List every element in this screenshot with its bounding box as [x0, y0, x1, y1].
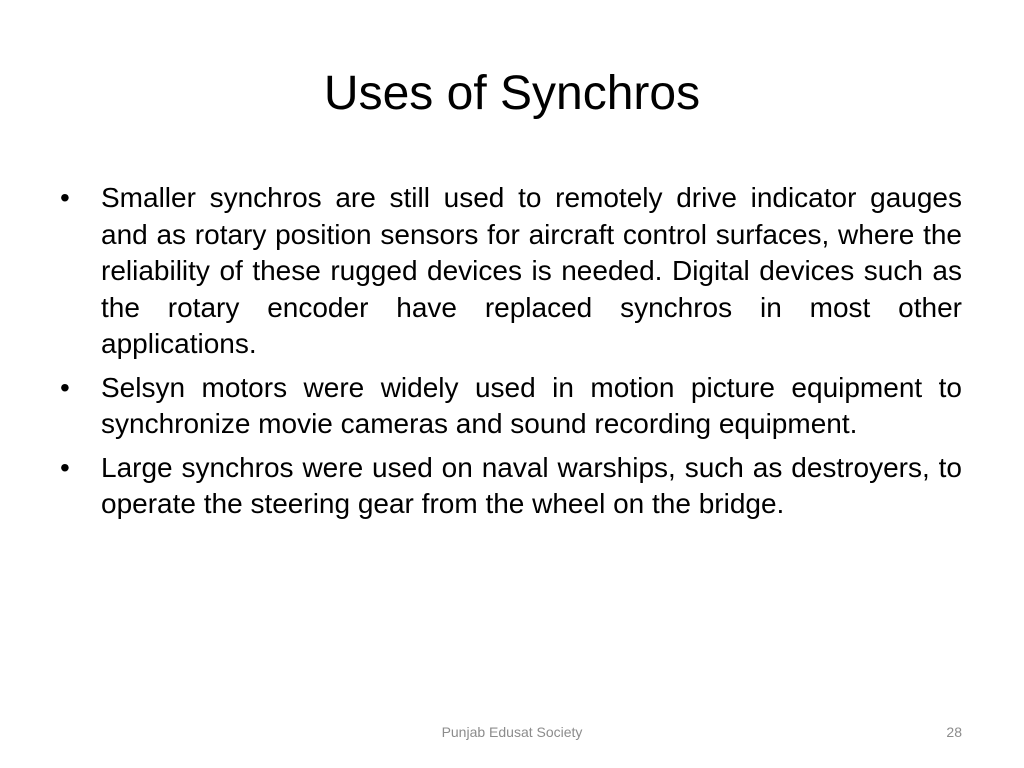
bullet-list	[60, 180, 962, 530]
bullet-item	[60, 370, 962, 443]
page-number: 28	[946, 724, 962, 740]
bullet-text: Smaller synchros are still used to remotely drive indicator gauges and as rotary position sensors for aircraft control surfaces, where the reliability of these rugged devices is needed. Digital devices such as the rotary encoder have replaced synchros in most other applications.	[101, 182, 962, 359]
bullet-dot-icon: •	[60, 182, 70, 213]
bullet-item	[60, 180, 962, 363]
bullet-text: Selsyn motors were widely used in motion picture equipment to synchronize movie cameras and sound recording equipment.	[101, 371, 962, 439]
bullet-item	[60, 450, 962, 523]
bullet-dot-icon: •	[60, 371, 70, 403]
footer-text: Punjab Edusat Society	[441, 724, 583, 740]
slide-title: Uses of Synchros	[323, 67, 701, 120]
bullet-dot-icon: •	[60, 451, 70, 483]
bullet-text: Large synchros were used on naval warships, such as destroyers, to operate the steering gear from the wheel on the bridge.	[101, 451, 962, 519]
